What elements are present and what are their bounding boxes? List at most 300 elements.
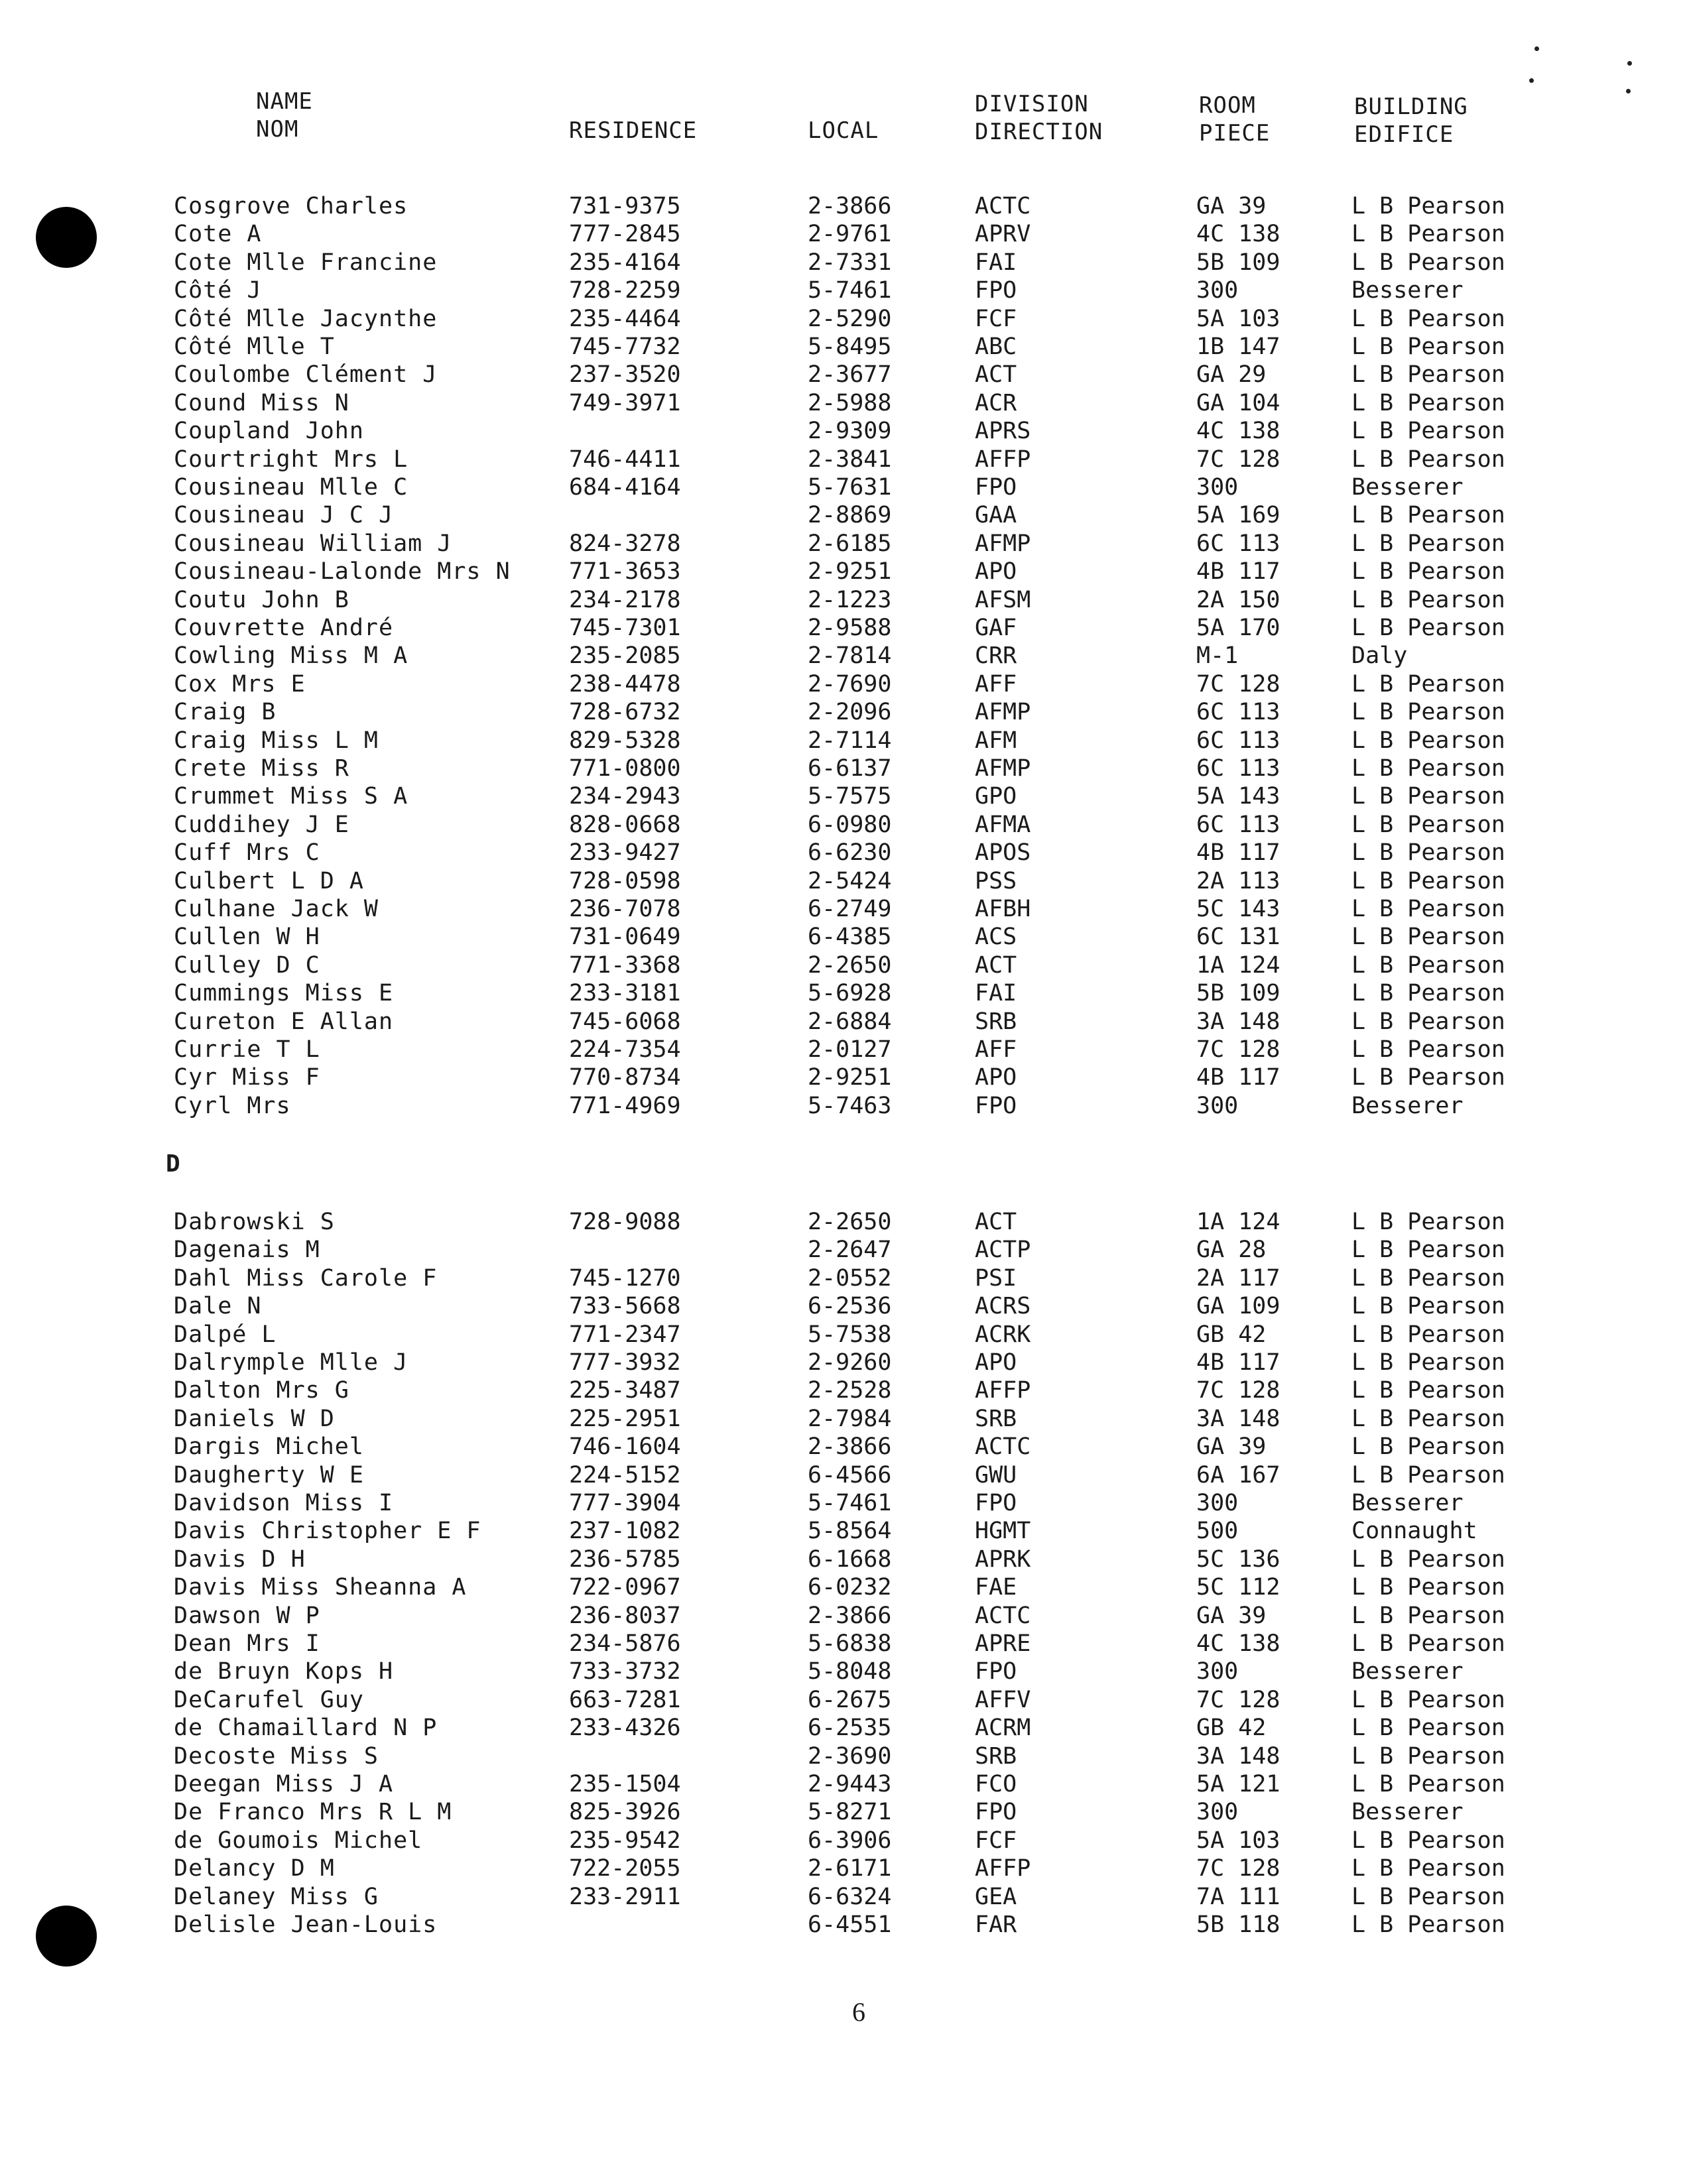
cell-division: FAR bbox=[975, 1911, 1017, 1938]
header-name bbox=[256, 88, 313, 143]
cell-local: 6-3906 bbox=[808, 1827, 892, 1854]
cell-room: 300 bbox=[1196, 474, 1239, 501]
cell-division: CRR bbox=[975, 642, 1017, 670]
cell-local: 6-2535 bbox=[808, 1715, 892, 1742]
cell-room: 7C 128 bbox=[1196, 446, 1281, 473]
cell-name: Dargis Michel bbox=[174, 1433, 364, 1461]
cell-name: Cousineau Mlle C bbox=[174, 474, 408, 501]
cell-local: 2-7984 bbox=[808, 1405, 892, 1432]
cell-division: APO bbox=[975, 558, 1017, 585]
cell-residence: 236-8037 bbox=[569, 1602, 681, 1629]
cell-name: Craig B bbox=[174, 699, 277, 726]
cell-residence: 233-9427 bbox=[569, 839, 681, 867]
cell-division: GEA bbox=[975, 1883, 1017, 1910]
cell-residence: 828-0668 bbox=[569, 811, 681, 838]
header-room bbox=[1199, 91, 1270, 147]
cell-building: Besserer bbox=[1351, 277, 1464, 304]
cell-room: 6C 113 bbox=[1196, 530, 1281, 557]
cell-division: ACR bbox=[975, 389, 1017, 416]
cell-local: 2-3690 bbox=[808, 1742, 892, 1770]
cell-residence: 235-9542 bbox=[569, 1827, 681, 1854]
cell-building: L B Pearson bbox=[1351, 305, 1505, 332]
cell-residence: 728-6732 bbox=[569, 699, 681, 726]
cell-local: 2-3866 bbox=[808, 1602, 892, 1629]
cell-name: Culley D C bbox=[174, 951, 320, 979]
cell-building: L B Pearson bbox=[1351, 1911, 1505, 1938]
cell-residence: 771-3368 bbox=[569, 951, 681, 979]
cell-room: 7C 128 bbox=[1196, 670, 1281, 698]
cell-division: AFMA bbox=[975, 811, 1031, 838]
cell-building: L B Pearson bbox=[1351, 1036, 1505, 1063]
cell-room: GB 42 bbox=[1196, 1321, 1267, 1348]
cell-local: 2-2647 bbox=[808, 1237, 892, 1264]
cell-building: Besserer bbox=[1351, 1658, 1464, 1685]
cell-room: 1B 147 bbox=[1196, 334, 1281, 360]
cell-room: 6C 113 bbox=[1196, 727, 1281, 754]
cell-division: FPO bbox=[975, 277, 1017, 304]
cell-division: AFF bbox=[975, 670, 1017, 698]
cell-residence: 777-3932 bbox=[569, 1349, 681, 1376]
cell-local: 2-9443 bbox=[808, 1771, 892, 1797]
cell-residence: 829-5328 bbox=[569, 727, 681, 754]
cell-building: L B Pearson bbox=[1351, 502, 1505, 529]
cell-room: 5A 143 bbox=[1196, 783, 1281, 810]
header-name-fr: NOM bbox=[256, 116, 299, 143]
header-building-fr: EDIFICE bbox=[1354, 121, 1454, 148]
cell-name: Cyr Miss F bbox=[174, 1064, 320, 1091]
cell-local: 2-3866 bbox=[808, 193, 892, 219]
cell-local: 2-8869 bbox=[808, 502, 892, 529]
cell-local: 2-0127 bbox=[808, 1036, 892, 1063]
cell-local: 6-2749 bbox=[808, 896, 892, 922]
cell-residence: 233-3181 bbox=[569, 980, 681, 1007]
cell-name: Decoste Miss S bbox=[174, 1742, 379, 1770]
cell-room: 300 bbox=[1196, 1658, 1239, 1685]
cell-building: L B Pearson bbox=[1351, 1264, 1505, 1292]
speck bbox=[1626, 89, 1631, 93]
cell-division: AFFP bbox=[975, 446, 1031, 473]
cell-room: 5A 103 bbox=[1196, 305, 1281, 332]
cell-building: L B Pearson bbox=[1351, 1064, 1505, 1091]
cell-division: HGMT bbox=[975, 1518, 1031, 1545]
cell-local: 6-2536 bbox=[808, 1293, 892, 1320]
cell-residence: 745-7732 bbox=[569, 334, 681, 360]
cell-name: Daugherty W E bbox=[174, 1461, 364, 1488]
cell-room: 500 bbox=[1196, 1518, 1239, 1545]
cell-room: GB 42 bbox=[1196, 1715, 1267, 1742]
cell-local: 2-1223 bbox=[808, 586, 892, 613]
cell-name: Davis Miss Sheanna A bbox=[174, 1574, 467, 1601]
cell-division: AFFV bbox=[975, 1686, 1031, 1713]
cell-local: 2-6185 bbox=[808, 530, 892, 557]
cell-building: L B Pearson bbox=[1351, 670, 1505, 698]
cell-local: 5-6838 bbox=[808, 1630, 892, 1657]
cell-name: Davis Christopher E F bbox=[174, 1518, 481, 1545]
cell-room: 4C 138 bbox=[1196, 418, 1281, 445]
cell-name: Currie T L bbox=[174, 1036, 320, 1063]
cell-room: 7C 128 bbox=[1196, 1036, 1281, 1063]
cell-room: 4C 138 bbox=[1196, 1630, 1281, 1657]
cell-local: 2-0552 bbox=[808, 1264, 892, 1292]
cell-division: FCF bbox=[975, 305, 1017, 332]
cell-residence: 745-7301 bbox=[569, 615, 681, 641]
cell-building: Daly bbox=[1351, 642, 1408, 670]
cell-division: FPO bbox=[975, 474, 1017, 501]
cell-local: 5-8495 bbox=[808, 334, 892, 360]
cell-division: AFMP bbox=[975, 530, 1031, 557]
cell-residence: 225-2951 bbox=[569, 1405, 681, 1432]
cell-building: L B Pearson bbox=[1351, 334, 1505, 360]
cell-name: Dalpé L bbox=[174, 1321, 277, 1348]
cell-name: Cuff Mrs C bbox=[174, 839, 320, 867]
cell-building: L B Pearson bbox=[1351, 1855, 1505, 1882]
cell-local: 2-6884 bbox=[808, 1008, 892, 1035]
cell-room: 6C 113 bbox=[1196, 699, 1281, 726]
cell-residence: 235-2085 bbox=[569, 642, 681, 670]
cell-building: L B Pearson bbox=[1351, 1349, 1505, 1376]
cell-building: L B Pearson bbox=[1351, 418, 1505, 445]
cell-room: 4B 117 bbox=[1196, 1064, 1281, 1091]
cell-name: Craig Miss L M bbox=[174, 727, 379, 754]
cell-name: Culbert L D A bbox=[174, 867, 364, 894]
cell-local: 6-1668 bbox=[808, 1546, 892, 1573]
cell-building: L B Pearson bbox=[1351, 1742, 1505, 1770]
cell-local: 6-4385 bbox=[808, 924, 892, 951]
cell-room: 3A 148 bbox=[1196, 1008, 1281, 1035]
page-number: 6 bbox=[852, 1997, 865, 2027]
cell-name: Dahl Miss Carole F bbox=[174, 1264, 438, 1292]
cell-room: 300 bbox=[1196, 1799, 1239, 1826]
header-building bbox=[1354, 93, 1468, 149]
cell-residence: 234-5876 bbox=[569, 1630, 681, 1657]
cell-residence: 722-0967 bbox=[569, 1574, 681, 1601]
cell-division: ACTC bbox=[975, 1433, 1031, 1461]
cell-local: 2-3866 bbox=[808, 1433, 892, 1461]
cell-room: 3A 148 bbox=[1196, 1742, 1281, 1770]
cell-division: APO bbox=[975, 1064, 1017, 1091]
cell-building: L B Pearson bbox=[1351, 446, 1505, 473]
cell-residence: 825-3926 bbox=[569, 1799, 681, 1826]
cell-name: DeCarufel Guy bbox=[174, 1686, 364, 1713]
cell-name: Cousineau-Lalonde Mrs N bbox=[174, 558, 511, 585]
cell-name: Cousineau William J bbox=[174, 530, 452, 557]
cell-division: FPO bbox=[975, 1658, 1017, 1685]
cell-building: L B Pearson bbox=[1351, 1008, 1505, 1035]
cell-local: 2-3677 bbox=[808, 361, 892, 389]
cell-room: GA 104 bbox=[1196, 389, 1281, 416]
cell-division: APRV bbox=[975, 221, 1031, 248]
cell-division: GPO bbox=[975, 783, 1017, 810]
cell-local: 2-2650 bbox=[808, 951, 892, 979]
cell-room: 300 bbox=[1196, 1092, 1239, 1119]
cell-room: 5A 170 bbox=[1196, 615, 1281, 641]
cell-room: GA 28 bbox=[1196, 1237, 1267, 1264]
cell-room: 5C 112 bbox=[1196, 1574, 1281, 1601]
cell-local: 5-7538 bbox=[808, 1321, 892, 1348]
cell-room: 1A 124 bbox=[1196, 1209, 1281, 1235]
cell-residence: 771-3653 bbox=[569, 558, 681, 585]
cell-residence: 237-3520 bbox=[569, 361, 681, 389]
header-division bbox=[975, 90, 1103, 146]
cell-residence: 770-8734 bbox=[569, 1064, 681, 1091]
cell-residence: 731-0649 bbox=[569, 924, 681, 951]
cell-name: Delancy D M bbox=[174, 1855, 335, 1882]
cell-division: ACT bbox=[975, 1209, 1017, 1235]
cell-name: Côté J bbox=[174, 277, 262, 304]
cell-building: L B Pearson bbox=[1351, 221, 1505, 248]
cell-local: 5-7461 bbox=[808, 1490, 892, 1516]
cell-local: 6-6230 bbox=[808, 839, 892, 867]
cell-residence: 238-4478 bbox=[569, 670, 681, 698]
cell-division: FPO bbox=[975, 1490, 1017, 1516]
cell-residence: 746-1604 bbox=[569, 1433, 681, 1461]
cell-division: ACTC bbox=[975, 193, 1031, 219]
cell-local: 2-9309 bbox=[808, 418, 892, 445]
cell-name: Coutu John B bbox=[174, 586, 349, 613]
cell-division: ACT bbox=[975, 951, 1017, 979]
cell-name: Daniels W D bbox=[174, 1405, 335, 1432]
cell-division: ACT bbox=[975, 361, 1017, 389]
cell-building: L B Pearson bbox=[1351, 586, 1505, 613]
cell-room: GA 109 bbox=[1196, 1293, 1281, 1320]
header-residence: RESIDENCE bbox=[569, 117, 698, 144]
cell-local: 6-6324 bbox=[808, 1883, 892, 1910]
cell-building: Besserer bbox=[1351, 1799, 1464, 1826]
cell-name: Cowling Miss M A bbox=[174, 642, 408, 670]
cell-building: L B Pearson bbox=[1351, 1574, 1505, 1601]
cell-building: L B Pearson bbox=[1351, 389, 1505, 416]
cell-local: 5-6928 bbox=[808, 980, 892, 1007]
cell-division: ACTC bbox=[975, 1602, 1031, 1629]
cell-local: 2-5290 bbox=[808, 305, 892, 332]
cell-division: ABC bbox=[975, 334, 1017, 360]
cell-division: AFF bbox=[975, 1036, 1017, 1063]
cell-residence: 237-1082 bbox=[569, 1518, 681, 1545]
cell-residence: 235-4164 bbox=[569, 249, 681, 276]
cell-residence: 728-2259 bbox=[569, 277, 681, 304]
cell-building: L B Pearson bbox=[1351, 811, 1505, 838]
cell-local: 2-9251 bbox=[808, 558, 892, 585]
cell-local: 2-2650 bbox=[808, 1209, 892, 1235]
cell-division: AFMP bbox=[975, 755, 1031, 782]
cell-local: 6-0980 bbox=[808, 811, 892, 838]
cell-division: SRB bbox=[975, 1405, 1017, 1432]
cell-room: 7A 111 bbox=[1196, 1883, 1281, 1910]
cell-name: Dagenais M bbox=[174, 1237, 320, 1264]
cell-room: 6C 113 bbox=[1196, 811, 1281, 838]
cell-division: FCO bbox=[975, 1771, 1017, 1797]
cell-building: L B Pearson bbox=[1351, 1715, 1505, 1742]
cell-room: 6C 113 bbox=[1196, 755, 1281, 782]
header-division-fr: DIRECTION bbox=[975, 119, 1103, 145]
cell-local: 6-4551 bbox=[808, 1911, 892, 1938]
cell-name: Cound Miss N bbox=[174, 389, 349, 416]
cell-room: 6C 131 bbox=[1196, 924, 1281, 951]
cell-building: L B Pearson bbox=[1351, 1461, 1505, 1488]
cell-name: Côté Mlle Jacynthe bbox=[174, 305, 438, 332]
cell-room: GA 39 bbox=[1196, 1602, 1267, 1629]
cell-building: L B Pearson bbox=[1351, 980, 1505, 1007]
cell-building: L B Pearson bbox=[1351, 1827, 1505, 1854]
header-building-en: BUILDING bbox=[1354, 93, 1468, 120]
cell-room: 4C 138 bbox=[1196, 221, 1281, 248]
cell-name: Cuddihey J E bbox=[174, 811, 349, 838]
cell-name: Cote A bbox=[174, 221, 262, 248]
cell-building: L B Pearson bbox=[1351, 755, 1505, 782]
cell-building: Besserer bbox=[1351, 474, 1464, 501]
cell-building: L B Pearson bbox=[1351, 1546, 1505, 1573]
cell-name: Deegan Miss J A bbox=[174, 1771, 394, 1797]
cell-room: 7C 128 bbox=[1196, 1377, 1281, 1404]
cell-division: APO bbox=[975, 1349, 1017, 1376]
cell-division: AFM bbox=[975, 727, 1017, 754]
cell-room: 5A 121 bbox=[1196, 1771, 1281, 1797]
cell-residence: 745-1270 bbox=[569, 1264, 681, 1292]
cell-residence: 728-9088 bbox=[569, 1209, 681, 1235]
cell-division: ACRM bbox=[975, 1715, 1031, 1742]
cell-building: L B Pearson bbox=[1351, 1686, 1505, 1713]
header-division-en: DIVISION bbox=[975, 91, 1089, 117]
cell-building: L B Pearson bbox=[1351, 193, 1505, 219]
cell-name: Cosgrove Charles bbox=[174, 193, 408, 219]
cell-division: ACTP bbox=[975, 1237, 1031, 1264]
cell-residence: 771-4969 bbox=[569, 1092, 681, 1119]
cell-residence: 777-2845 bbox=[569, 221, 681, 248]
cell-division: FCF bbox=[975, 1827, 1017, 1854]
cell-division: FAE bbox=[975, 1574, 1017, 1601]
cell-building: L B Pearson bbox=[1351, 530, 1505, 557]
cell-residence: 236-5785 bbox=[569, 1546, 681, 1573]
cell-name: Culhane Jack W bbox=[174, 896, 379, 922]
cell-residence: 722-2055 bbox=[569, 1855, 681, 1882]
cell-residence: 233-4326 bbox=[569, 1715, 681, 1742]
cell-name: Dalton Mrs G bbox=[174, 1377, 349, 1404]
cell-name: Cox Mrs E bbox=[174, 670, 306, 698]
cell-room: GA 39 bbox=[1196, 193, 1267, 219]
cell-local: 5-7631 bbox=[808, 474, 892, 501]
cell-room: 5B 109 bbox=[1196, 249, 1281, 276]
cell-room: 5B 118 bbox=[1196, 1911, 1281, 1938]
cell-name: Cullen W H bbox=[174, 924, 320, 951]
cell-local: 5-7575 bbox=[808, 783, 892, 810]
cell-building: L B Pearson bbox=[1351, 249, 1505, 276]
cell-room: 7C 128 bbox=[1196, 1855, 1281, 1882]
cell-name: Courtright Mrs L bbox=[174, 446, 408, 473]
cell-room: GA 29 bbox=[1196, 361, 1267, 389]
cell-building: L B Pearson bbox=[1351, 615, 1505, 641]
cell-building: L B Pearson bbox=[1351, 1883, 1505, 1910]
cell-residence: 234-2178 bbox=[569, 586, 681, 613]
cell-room: 2A 113 bbox=[1196, 867, 1281, 894]
cell-name: Davidson Miss I bbox=[174, 1490, 394, 1516]
cell-local: 6-6137 bbox=[808, 755, 892, 782]
cell-building: L B Pearson bbox=[1351, 361, 1505, 389]
cell-division: FAI bbox=[975, 249, 1017, 276]
cell-division: GAF bbox=[975, 615, 1017, 641]
cell-division: ACRK bbox=[975, 1321, 1031, 1348]
cell-room: GA 39 bbox=[1196, 1433, 1267, 1461]
cell-residence: 771-0800 bbox=[569, 755, 681, 782]
cell-local: 2-9260 bbox=[808, 1349, 892, 1376]
cell-residence: 771-2347 bbox=[569, 1321, 681, 1348]
cell-building: L B Pearson bbox=[1351, 924, 1505, 951]
cell-name: Coupland John bbox=[174, 418, 364, 445]
cell-room: 4B 117 bbox=[1196, 1349, 1281, 1376]
cell-room: 5C 136 bbox=[1196, 1546, 1281, 1573]
cell-residence: 733-5668 bbox=[569, 1293, 681, 1320]
cell-division: APRK bbox=[975, 1546, 1031, 1573]
cell-name: Cureton E Allan bbox=[174, 1008, 394, 1035]
cell-residence: 663-7281 bbox=[569, 1686, 681, 1713]
cell-local: 5-8564 bbox=[808, 1518, 892, 1545]
cell-building: L B Pearson bbox=[1351, 867, 1505, 894]
cell-residence: 746-4411 bbox=[569, 446, 681, 473]
punch-hole-top bbox=[36, 207, 97, 268]
cell-room: 5A 103 bbox=[1196, 1827, 1281, 1854]
cell-building: L B Pearson bbox=[1351, 783, 1505, 810]
cell-local: 2-9761 bbox=[808, 221, 892, 248]
cell-residence: 235-1504 bbox=[569, 1771, 681, 1797]
cell-division: AFFP bbox=[975, 1377, 1031, 1404]
cell-residence: 731-9375 bbox=[569, 193, 681, 219]
cell-room: 2A 150 bbox=[1196, 586, 1281, 613]
cell-building: L B Pearson bbox=[1351, 896, 1505, 922]
cell-division: SRB bbox=[975, 1008, 1017, 1035]
cell-local: 2-7331 bbox=[808, 249, 892, 276]
cell-division: SRB bbox=[975, 1742, 1017, 1770]
cell-name: De Franco Mrs R L M bbox=[174, 1799, 452, 1826]
cell-division: AFFP bbox=[975, 1855, 1031, 1882]
cell-name: Cote Mlle Francine bbox=[174, 249, 438, 276]
cell-residence: 745-6068 bbox=[569, 1008, 681, 1035]
cell-local: 6-0232 bbox=[808, 1574, 892, 1601]
cell-building: L B Pearson bbox=[1351, 1293, 1505, 1320]
cell-division: APOS bbox=[975, 839, 1031, 867]
cell-building: L B Pearson bbox=[1351, 1209, 1505, 1235]
cell-local: 5-7461 bbox=[808, 277, 892, 304]
cell-name: Crete Miss R bbox=[174, 755, 349, 782]
cell-name: Côté Mlle T bbox=[174, 334, 335, 360]
cell-name: de Bruyn Kops H bbox=[174, 1658, 394, 1685]
cell-residence: 777-3904 bbox=[569, 1490, 681, 1516]
cell-building: L B Pearson bbox=[1351, 1405, 1505, 1432]
cell-name: Cummings Miss E bbox=[174, 980, 394, 1007]
cell-residence: 224-5152 bbox=[569, 1461, 681, 1488]
cell-division: FPO bbox=[975, 1092, 1017, 1119]
cell-name: Dale N bbox=[174, 1293, 262, 1320]
cell-name: Dean Mrs I bbox=[174, 1630, 320, 1657]
cell-residence: 728-0598 bbox=[569, 867, 681, 894]
cell-building: L B Pearson bbox=[1351, 558, 1505, 585]
cell-name: Delaney Miss G bbox=[174, 1883, 379, 1910]
cell-residence: 236-7078 bbox=[569, 896, 681, 922]
cell-room: 5B 109 bbox=[1196, 980, 1281, 1007]
cell-local: 5-8048 bbox=[808, 1658, 892, 1685]
cell-division: GAA bbox=[975, 502, 1017, 529]
cell-room: M-1 bbox=[1196, 642, 1239, 670]
header-local: LOCAL bbox=[808, 117, 879, 144]
cell-name: Crummet Miss S A bbox=[174, 783, 408, 810]
cell-room: 6A 167 bbox=[1196, 1461, 1281, 1488]
cell-local: 2-7814 bbox=[808, 642, 892, 670]
section-letter-d: D bbox=[166, 1150, 180, 1178]
cell-local: 2-2096 bbox=[808, 699, 892, 726]
cell-division: AFSM bbox=[975, 586, 1031, 613]
cell-residence: 824-3278 bbox=[569, 530, 681, 557]
cell-building: L B Pearson bbox=[1351, 1377, 1505, 1404]
cell-residence: 684-4164 bbox=[569, 474, 681, 501]
cell-division: APRE bbox=[975, 1630, 1031, 1657]
